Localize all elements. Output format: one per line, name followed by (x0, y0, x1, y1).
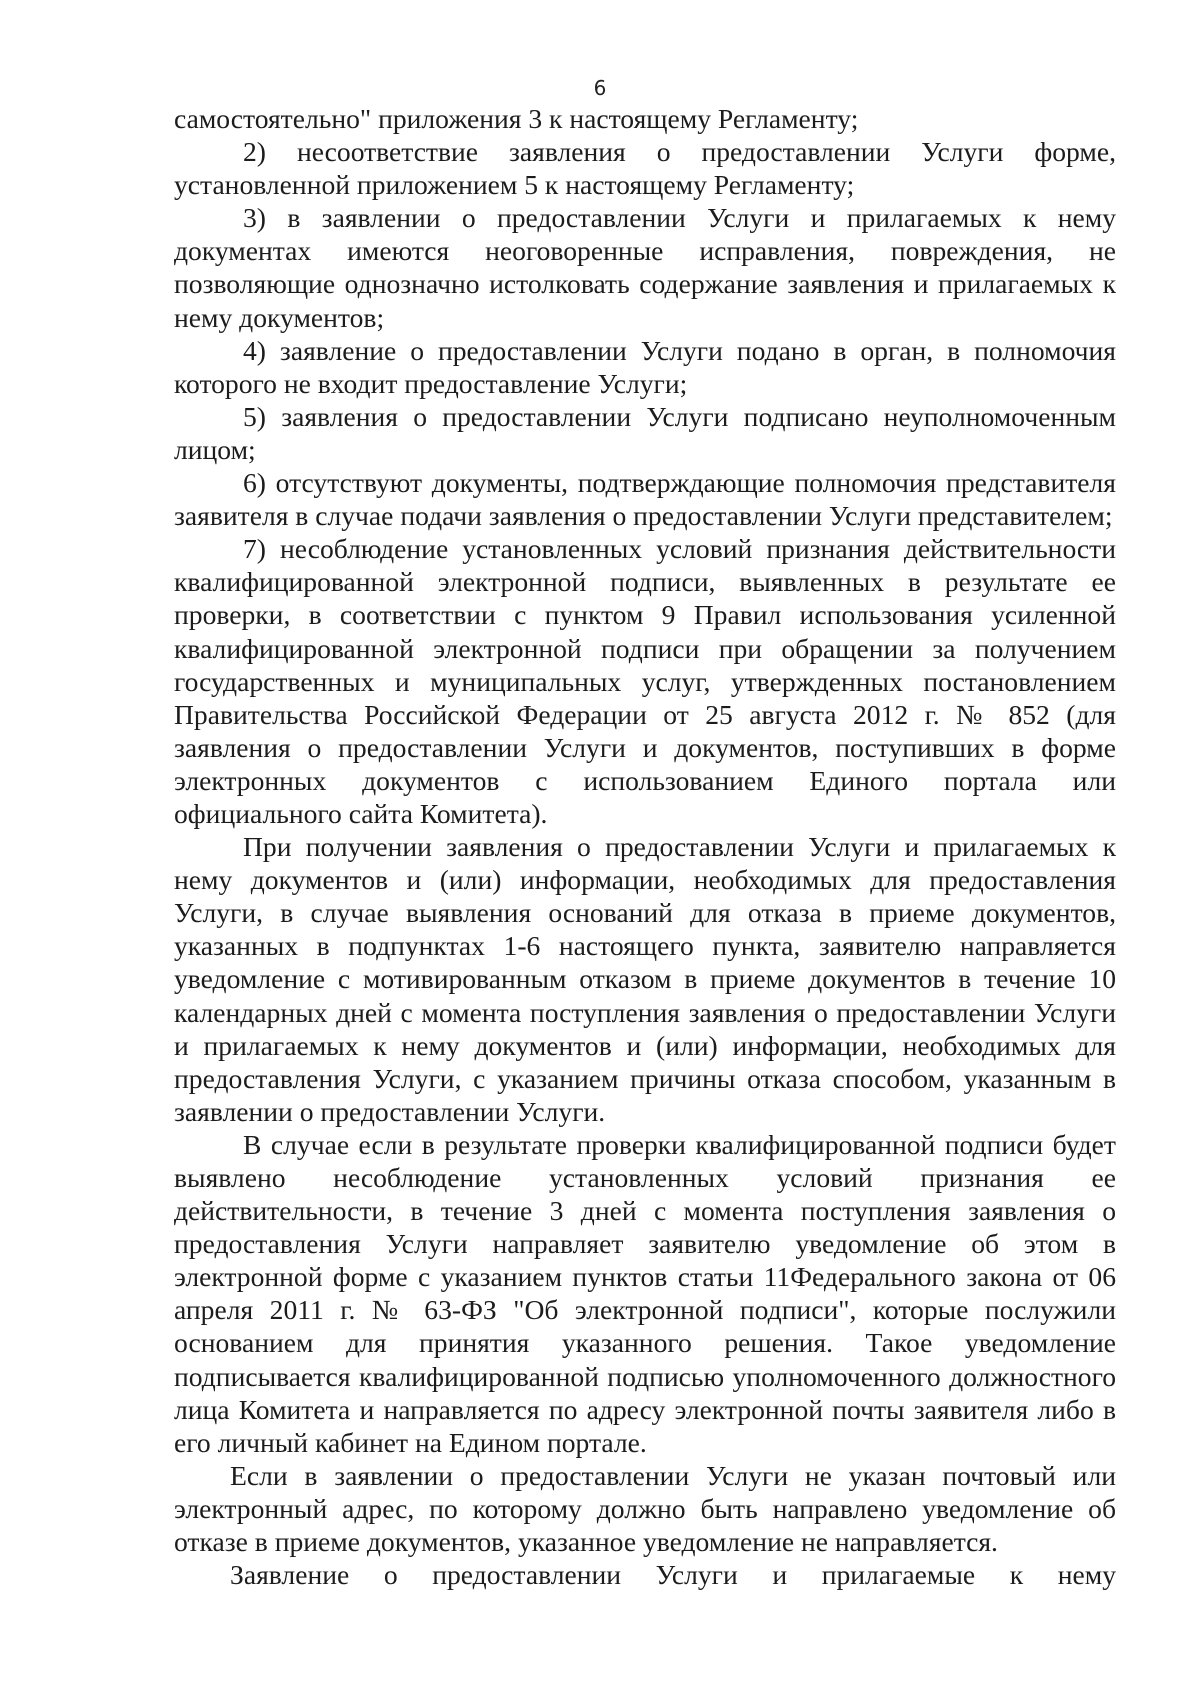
list-item-2: 2) несоответствие заявления о предоставлении Услуги форме, установленной приложением 5 к настоящему Регламенту; (174, 136, 1116, 201)
paragraph-no-address: Если в заявлении о предоставлении Услуги не указан почтовый или электронный адрес, по которому должно быть направлено уведомление об отказе в приеме документов, указанное уведомление не направляется. (174, 1459, 1116, 1558)
list-item-7: 7) несоблюдение установленных условий признания действительности квалифицированной электронной подписи, выявленных в результате ее проверки, в соответствии с пунктом 9 Правил использования усиленной квалифицированной электронной подписи при обращении за получением государственных и муниципальных услуг, утвержденных постановлением Правительства Российской Федерации от 25 августа 2012 г. № 852 (для заявления о предоставлении Услуги и документов, поступивших в форме электронных документов с использованием Единого портала или официального сайта Комитета). (174, 533, 1116, 829)
list-item-5: 5) заявления о предоставлении Услуги подписано неуполномоченным лицом; (174, 400, 1116, 465)
paragraph-continues: Заявление о предоставлении Услуги и прилагаемые к нему (230, 1559, 1116, 1591)
paragraph-signature-check: В случае если в результате проверки квалифицированной подписи будет выявлено несоблюдение установленных условий признания ее действительности, в течение 3 дней с момента поступления заявления о предоставления Услуги направляет заявителю уведомление об этом в электронной форме с указанием пунктов статьи 11Федерального закона от 06 апреля 2011 г. № 63-ФЗ "Об электронной подписи", которые послужили основанием для принятия указанного решения. Такое уведомление подписывается квалифицированной подписью уполномоченного должностного лица Комитета и направляется по адресу электронной почты заявителя либо в его личный кабинет на Едином портале. (174, 1128, 1116, 1458)
document-body (174, 102, 1116, 1591)
paragraph-refusal-notice: При получении заявления о предоставлении Услуги и прилагаемых к нему документов и (или) информации, необходимых для предоставления Услуги, в случае выявления оснований для отказа в приеме документов, указанных в подпунктах 1-6 настоящего пункта, заявителю направляется уведомление с мотивированным отказом в приеме документов в течение 10 календарных дней с момента поступления заявления о предоставлении Услуги и прилагаемых к нему документов и (или) информации, необходимых для предоставления Услуги, с указанием причины отказа способом, указанным в заявлении о предоставлении Услуги. (174, 831, 1116, 1127)
list-item-6: 6) отсутствуют документы, подтверждающие полномочия представителя заявителя в случае подачи заявления о предоставлении Услуги представителем; (174, 467, 1116, 532)
list-item-3: 3) в заявлении о предоставлении Услуги и прилагаемых к нему документах имеются неоговоренные исправления, повреждения, не позволяющие однозначно истолковать содержание заявления и прилагаемых к нему документов; (174, 202, 1116, 333)
page-number: 6 (593, 76, 607, 100)
list-item-4: 4) заявление о предоставлении Услуги подано в орган, в полномочия которого не входит предоставление Услуги; (174, 334, 1116, 399)
paragraph-continuation: самостоятельно" приложения 3 к настоящему Регламенту; (174, 103, 859, 134)
